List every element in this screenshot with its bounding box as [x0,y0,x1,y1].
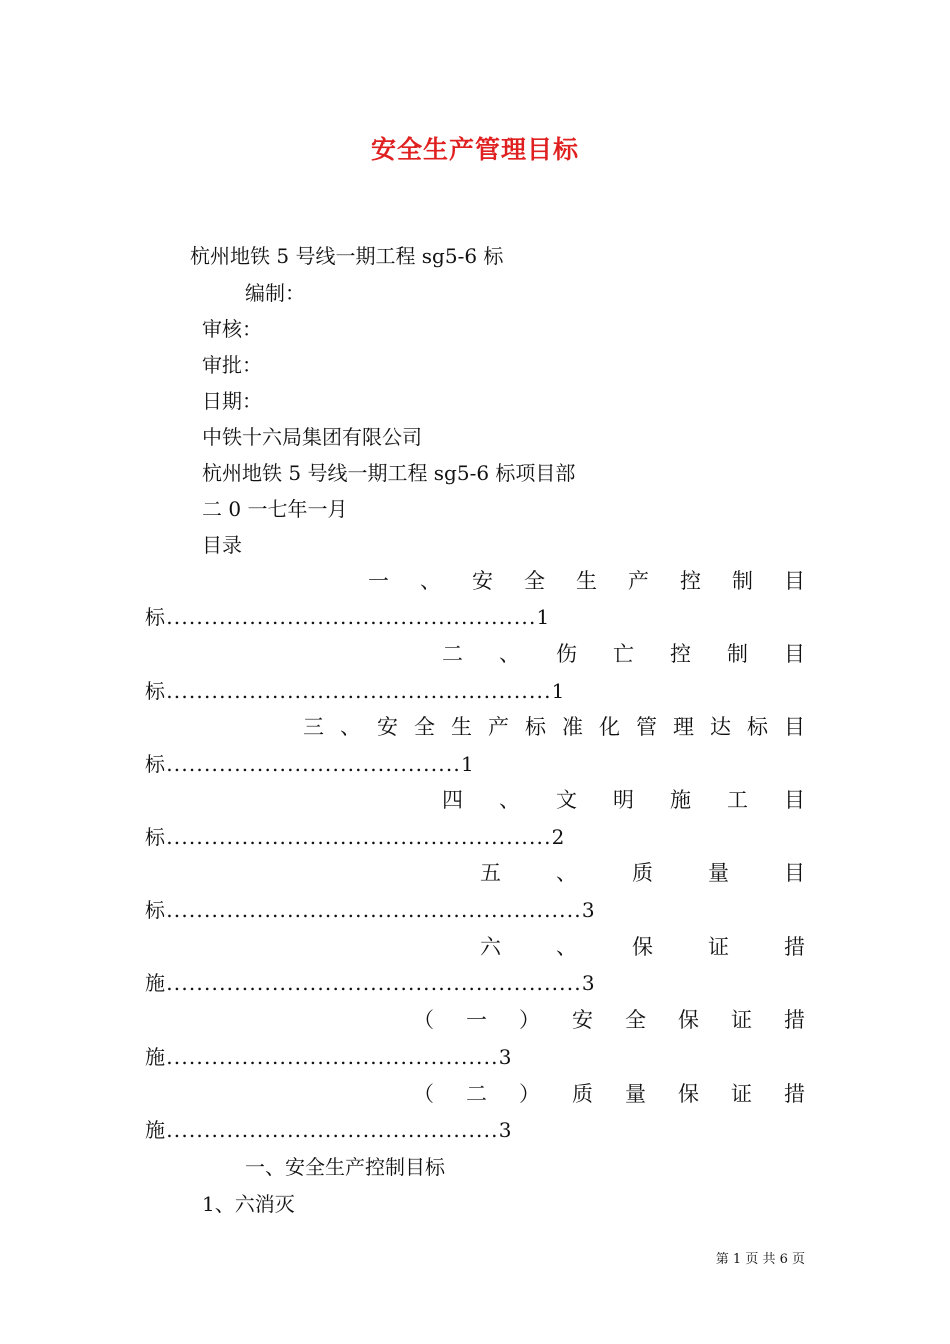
toc-entry-leader: 施............................................3 [145,1118,513,1142]
toc-entry-label: （一）安全保证措 [413,1008,837,1032]
project-line: 杭州地铁 5 号线一期工程 sg5-6 标 [190,244,504,268]
toc-entry-leader: 标...................................................1 [145,679,566,703]
list-item: 1、六消灭 [202,1192,295,1216]
page-title: 安全生产管理目标 [370,135,579,164]
toc-entry-label: 二、伤亡控制目 [442,642,841,666]
toc-entry-label: （二）质量保证措 [413,1082,837,1106]
toc-entry-leader: 标...................................................2 [145,825,566,849]
toc-entry-leader: 施.......................................................3 [145,971,596,995]
page-footer: 第 1 页 共 6 页 [715,1252,805,1267]
company-name: 中铁十六局集团有限公司 [202,425,422,449]
date-label: 日期： [202,389,262,413]
toc-entry-leader: 施............................................3 [145,1045,513,1069]
section-heading: 一、安全生产控制目标 [245,1155,445,1179]
reviewed-by-label: 审核： [202,317,262,341]
toc-entry-leader: 标.......................................................3 [145,898,596,922]
project-dept: 杭州地铁 5 号线一期工程 sg5-6 标项目部 [202,461,576,485]
toc-entry-label: 一、安全生产控制目 [368,569,836,593]
toc-entry-label: 六、保证措 [480,935,860,959]
toc-entry-label: 五、质量目 [480,861,860,885]
toc-entry-leader: 标.................................................1 [145,605,551,629]
issue-date: 二 0 一七年一月 [202,497,348,521]
toc-heading: 目录 [202,533,242,557]
toc-entry-label: 四、文明施工目 [442,788,841,812]
toc-entry-leader: 标.......................................1 [145,752,475,776]
approved-by-label: 审批： [202,353,262,377]
compiled-by-label: 编制： [245,281,305,305]
toc-entry-label: 三、安全生产标准化管理达标目 [303,715,821,739]
